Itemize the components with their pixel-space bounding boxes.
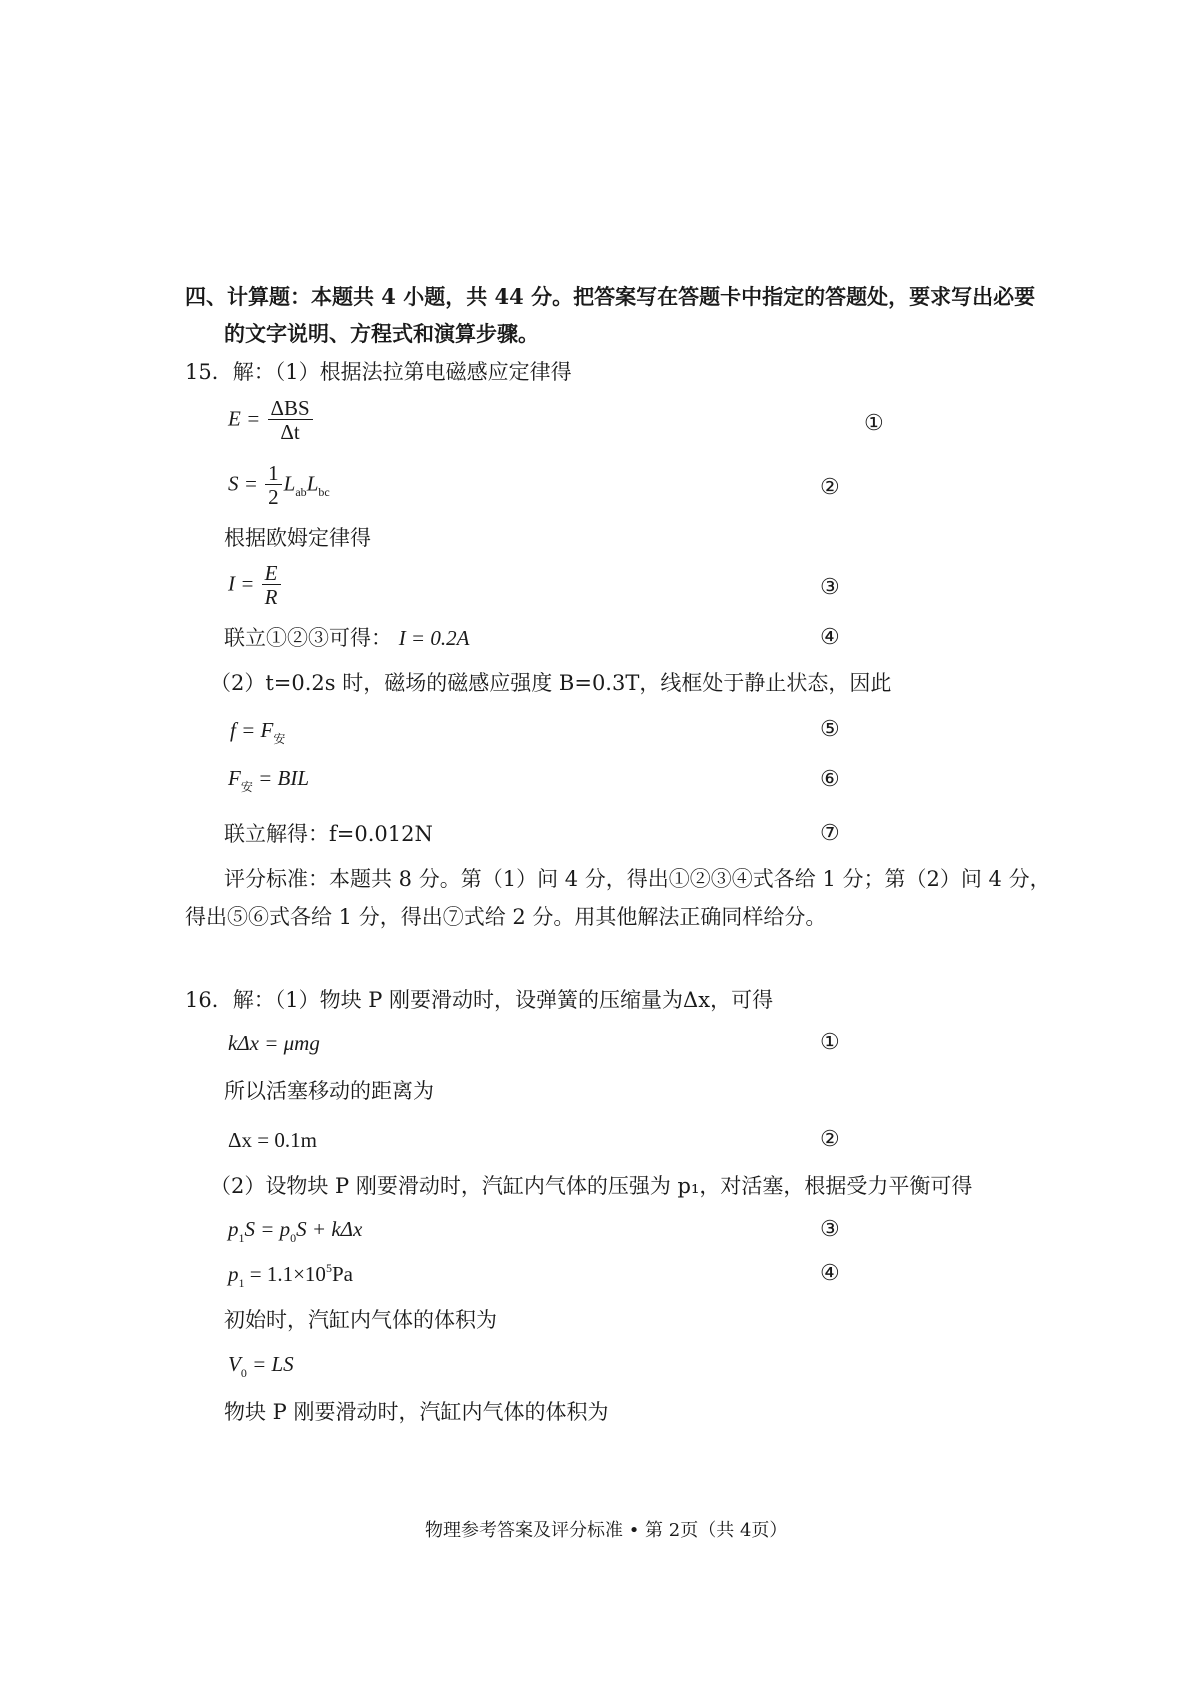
eq4: I = 0.2A [398, 626, 470, 650]
q16-eq3-end: S + kΔx [296, 1217, 363, 1241]
q16-equation-3 [228, 1217, 363, 1245]
q16-equation-5 [228, 1352, 294, 1380]
marker-5: ⑤ [820, 716, 840, 741]
q16-eq4-mid: = 1.1×10 [244, 1262, 326, 1286]
q15-equation-6 [228, 766, 310, 794]
q15-scoring-line2: 得出⑤⑥式各给 1 分，得出⑦式给 2 分。用其他解法正确同样给分。 [185, 905, 827, 929]
q16-eq2: Δx = 0.1m [228, 1128, 317, 1152]
q16-initial-text: 初始时，汽缸内气体的体积为 [224, 1308, 497, 1332]
eq5-sub: 安 [273, 732, 286, 746]
eq3-denominator: R [264, 585, 278, 609]
q16-equation-1 [228, 1031, 320, 1056]
eq1-denominator: Δt [280, 420, 300, 444]
q15-part2: （2）t=0.2s 时，磁场的磁感应强度 B=0.3T，线框处于静止状态，因此 [210, 671, 892, 695]
q16-eq3-sub0: 0 [290, 1231, 297, 1245]
marker-7: ⑦ [820, 820, 840, 845]
q16-marker-1: ① [820, 1029, 840, 1054]
q15-equation-3 [228, 562, 283, 609]
q16-equation-4 [228, 1261, 353, 1290]
eq5-lhs: f = F [230, 718, 274, 742]
eq2-lhs: S = [228, 471, 258, 496]
q15-combine-1 [224, 624, 469, 652]
q15-equation-2 [228, 462, 330, 509]
q16-eq5-v: V [228, 1352, 241, 1376]
eq2-denominator: 2 [268, 485, 279, 509]
q15-combine-2: 联立解得：f=0.012N [224, 822, 433, 846]
marker-1: ① [864, 410, 884, 435]
q16-eq3-sub1: 1 [238, 1231, 245, 1245]
eq2-sub-bc: bc [318, 485, 330, 500]
q16-eq3-p: p [228, 1217, 239, 1241]
eq2-l1: L [283, 471, 296, 496]
eq2-numerator: 1 [265, 462, 282, 485]
eq3-numerator: E [262, 562, 281, 585]
q16-eq4-p: p [228, 1262, 239, 1286]
page-footer: 物理参考答案及评分标准 • 第 2页（共 4页） [425, 1520, 788, 1541]
q16-eq4-sub: 1 [238, 1276, 245, 1290]
eq2-sub-ab: ab [295, 485, 307, 500]
eq1-lhs: E = [228, 406, 261, 431]
q16-eq3-mid: S = p [244, 1217, 291, 1241]
eq2-l2: L [306, 471, 319, 496]
q16-eq5-sub: 0 [240, 1366, 247, 1380]
q16-distance-text: 所以活塞移动的距离为 [224, 1079, 434, 1103]
eq6-sub: 安 [240, 780, 253, 794]
q16-intro: 16．解：（1）物块 P 刚要滑动时，设弹簧的压缩量为Δx，可得 [185, 988, 774, 1012]
eq3-lhs: I = [228, 571, 255, 596]
eq6-lhs: F [228, 766, 241, 790]
q16-marker-3: ③ [820, 1216, 840, 1241]
q16-eq4-sup: 5 [325, 1261, 332, 1275]
q16-eq5-rest: = LS [246, 1352, 294, 1376]
q16-marker-2: ② [820, 1126, 840, 1151]
q16-equation-2 [228, 1128, 317, 1153]
q15-intro: 15．解：（1）根据法拉第电磁感应定律得 [185, 360, 572, 384]
q16-part2: （2）设物块 P 刚要滑动时，汽缸内气体的压强为 p₁，对活塞，根据受力平衡可得 [210, 1174, 973, 1198]
marker-6: ⑥ [820, 766, 840, 791]
marker-2: ② [820, 474, 840, 499]
q15-scoring-line1: 评分标准：本题共 8 分。第（1）问 4 分，得出①②③④式各给 1 分；第（2）问 4 分， [224, 867, 1051, 891]
q16-marker-4: ④ [820, 1260, 840, 1285]
section-heading-line2: 的文字说明、方程式和演算步骤。 [224, 321, 539, 346]
eq1-numerator: ΔBS [268, 397, 313, 420]
marker-4: ④ [820, 624, 840, 649]
q16-sliding-text: 物块 P 刚要滑动时，汽缸内气体的体积为 [224, 1400, 609, 1424]
marker-3: ③ [820, 574, 840, 599]
combine-1-text: 联立①②③可得： [224, 626, 392, 650]
q15-equation-1 [228, 397, 315, 444]
section-heading-line1: 四、计算题：本题共 4 小题，共 44 分。把答案写在答题卡中指定的答题处，要求写出必要 [185, 284, 1036, 309]
q15-ohm-law-text: 根据欧姆定律得 [224, 526, 371, 550]
q16-eq1: kΔx = μmg [228, 1031, 320, 1055]
q15-equation-5 [230, 718, 286, 746]
q16-eq4-unit: Pa [331, 1262, 353, 1286]
eq6-rest: = BIL [252, 766, 310, 790]
